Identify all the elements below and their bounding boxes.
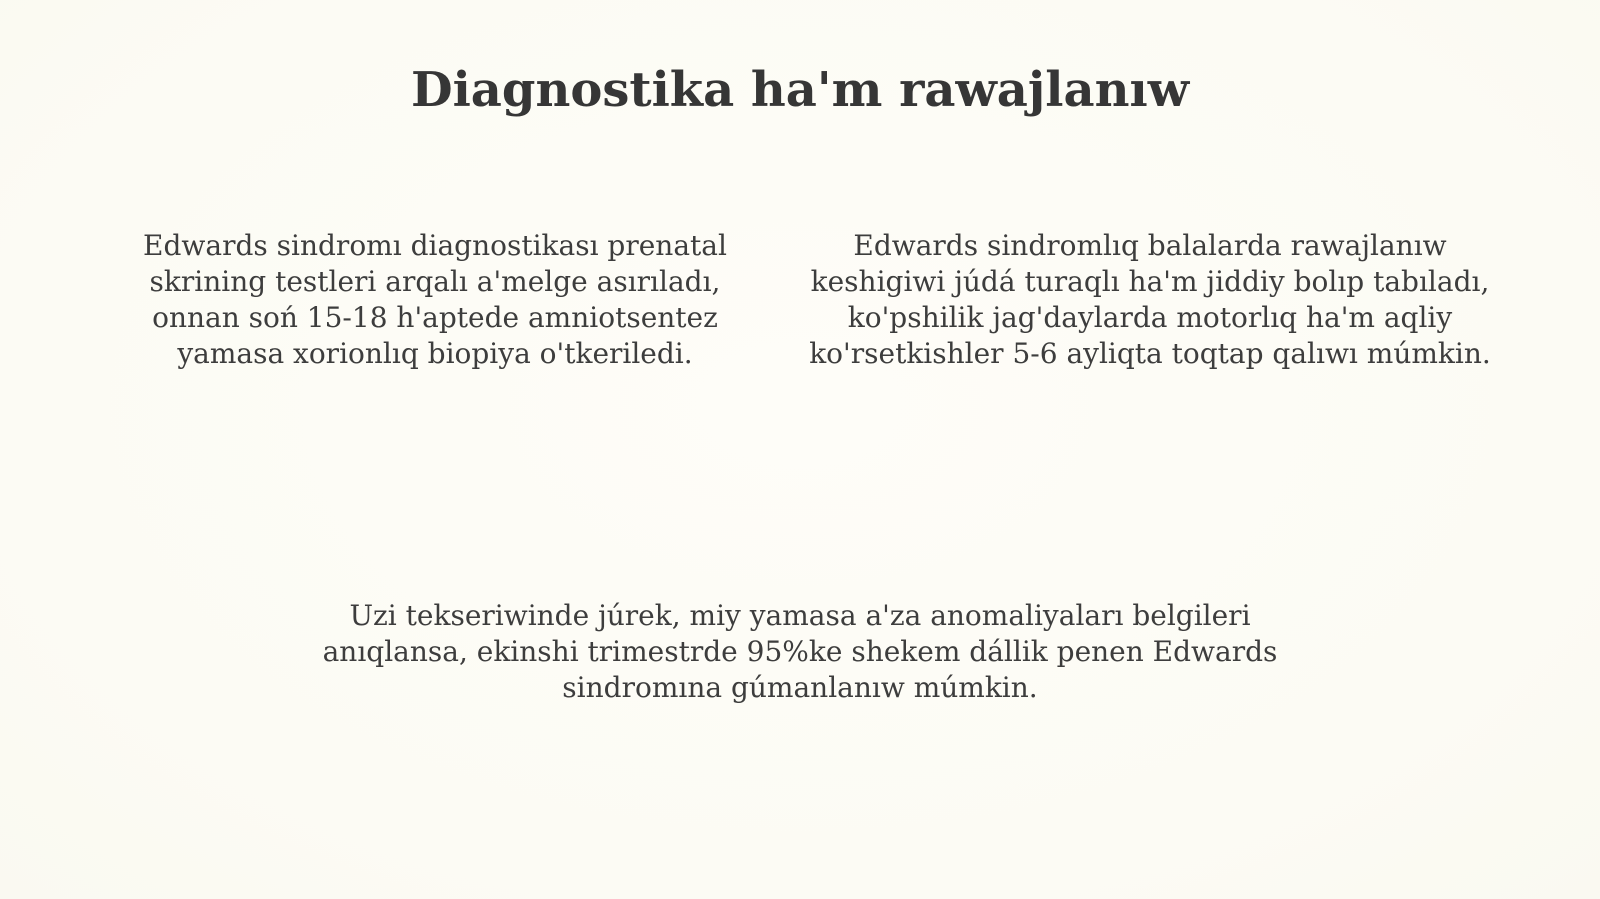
paragraph-ultrasound: Uzi tekseriwinde júrek, miy yamasa a'za anomaliyaları belgileri anıqlansa, ekinshi trimestrde 95%ke shekem dállik penen Edwards sindromına gúmanlanıw múmkin. [322,599,1278,704]
paragraph-diagnostics: Edwards sindromı diagnostikası prenatal skrining testleri arqalı a'melge asırıladı, onnan soń 15-18 h'aptede amniotsentez yamasa xorionlıq biopiya o'tkeriledi. [143,229,727,370]
paragraph-development: Edwards sindromlıq balalarda rawajlanıw keshigiwi júdá turaqlı ha'm jiddiy bolıp tabıladı, ko'pshilik jag'daylarda motorlıq ha'm aqliy ko'rsetkishler 5-6 ayliqta toqtap qalıwı múmkin. [809,229,1491,370]
slide-title: Diagnostika ha'm rawajlanıw [410,62,1190,118]
